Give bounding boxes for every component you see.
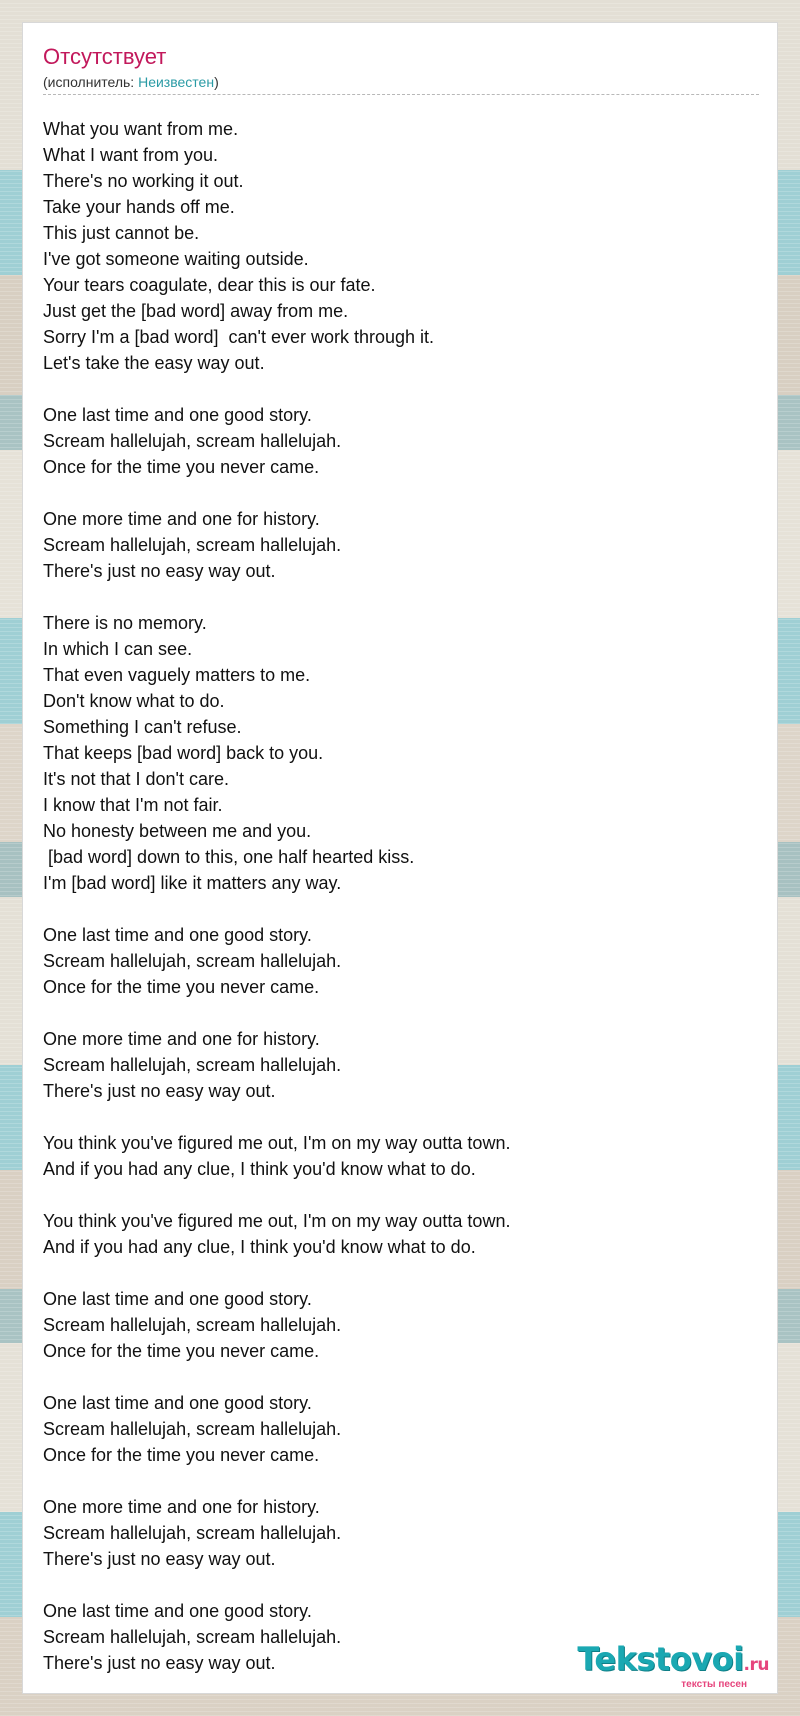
lyric-line: You think you've figured me out, I'm on my way outta town.	[43, 1133, 511, 1153]
lyric-line: I'm [bad word] like it matters any way.	[43, 873, 342, 893]
lyric-line: It's not that I don't care.	[43, 769, 229, 789]
logo-wordmark	[577, 1641, 769, 1683]
lyric-blank-line	[43, 1468, 510, 1494]
lyric-line: One last time and one good story.	[43, 1393, 312, 1413]
lyric-line: There's just no easy way out.	[43, 1549, 276, 1569]
logo-tagline: тексты песен	[681, 1679, 747, 1690]
lyric-line: Scream hallelujah, scream hallelujah.	[43, 1419, 342, 1439]
lyrics-card	[22, 22, 778, 1694]
lyric-line: Once for the time you never came.	[43, 457, 320, 477]
lyric-line: Scream hallelujah, scream hallelujah.	[43, 1315, 342, 1335]
lyric-blank-line	[43, 1182, 510, 1208]
lyric-line: One more time and one for history.	[43, 1497, 320, 1517]
lyric-line: Scream hallelujah, scream hallelujah.	[43, 1055, 342, 1075]
lyric-line: Just get the [bad word] away from me.	[43, 301, 349, 321]
lyric-line: Scream hallelujah, scream hallelujah.	[43, 1627, 342, 1647]
lyric-line: Your tears coagulate, dear this is our fate.	[43, 275, 376, 295]
lyric-blank-line	[43, 1572, 510, 1598]
lyric-line: Take your hands off me.	[43, 197, 235, 217]
lyric-line: Sorry I'm a [bad word] can't ever work through it.	[43, 327, 435, 347]
lyric-line: I've got someone waiting outside.	[43, 249, 309, 269]
lyric-line: One last time and one good story.	[43, 1289, 312, 1309]
lyric-blank-line	[43, 480, 510, 506]
lyric-line: One more time and one for history.	[43, 1029, 320, 1049]
lyric-line: One last time and one good story.	[43, 405, 312, 425]
lyric-line: There's just no easy way out.	[43, 1081, 276, 1101]
lyric-blank-line	[43, 1364, 510, 1390]
lyric-blank-line	[43, 1104, 510, 1130]
lyric-line: That even vaguely matters to me.	[43, 665, 311, 685]
lyric-line: Once for the time you never came.	[43, 1341, 320, 1361]
lyric-line: [bad word] down to this, one half hearted kiss.	[43, 847, 415, 867]
lyric-line: This just cannot be.	[43, 223, 200, 243]
lyric-line: There's just no easy way out.	[43, 561, 276, 581]
lyric-line: One last time and one good story.	[43, 925, 312, 945]
lyric-line: I know that I'm not fair.	[43, 795, 223, 815]
lyric-line: There's no working it out.	[43, 171, 244, 191]
lyric-line: What I want from you.	[43, 145, 219, 165]
lyric-line: Scream hallelujah, scream hallelujah.	[43, 535, 342, 555]
lyrics-text	[43, 116, 510, 1676]
artist-link[interactable]: Неизвестен	[138, 74, 215, 90]
logo-name: Tekstovoi	[577, 1640, 744, 1678]
lyric-blank-line	[43, 584, 510, 610]
song-title: Отсутствует	[43, 44, 167, 69]
logo-domain: .ru	[743, 1655, 769, 1675]
lyric-line: Once for the time you never came.	[43, 1445, 320, 1465]
artist-line	[43, 73, 759, 95]
lyric-line: One more time and one for history.	[43, 509, 320, 529]
lyric-line: Something I can't refuse.	[43, 717, 242, 737]
lyric-line: There is no memory.	[43, 613, 207, 633]
artist-prefix: (исполнитель:	[43, 74, 139, 90]
lyric-line: One last time and one good story.	[43, 1601, 312, 1621]
lyric-blank-line	[43, 1260, 510, 1286]
lyric-line: You think you've figured me out, I'm on my way outta town.	[43, 1211, 511, 1231]
lyric-line: And if you had any clue, I think you'd know what to do.	[43, 1159, 476, 1179]
lyric-line: Don't know what to do.	[43, 691, 225, 711]
lyric-line: Let's take the easy way out.	[43, 353, 265, 373]
lyric-line: No honesty between me and you.	[43, 821, 312, 841]
lyric-blank-line	[43, 376, 510, 402]
site-logo[interactable]	[577, 1641, 769, 1691]
artist-suffix: )	[214, 74, 219, 90]
lyric-line: There's just no easy way out.	[43, 1653, 276, 1673]
lyric-line: That keeps [bad word] back to you.	[43, 743, 324, 763]
lyric-blank-line	[43, 896, 510, 922]
lyric-line: Scream hallelujah, scream hallelujah.	[43, 1523, 342, 1543]
lyric-line: What you want from me.	[43, 119, 239, 139]
lyric-blank-line	[43, 1000, 510, 1026]
lyric-line: Scream hallelujah, scream hallelujah.	[43, 951, 342, 971]
lyric-line: In which I can see.	[43, 639, 193, 659]
lyric-line: Once for the time you never came.	[43, 977, 320, 997]
lyric-line: And if you had any clue, I think you'd know what to do.	[43, 1237, 476, 1257]
lyric-line: Scream hallelujah, scream hallelujah.	[43, 431, 342, 451]
